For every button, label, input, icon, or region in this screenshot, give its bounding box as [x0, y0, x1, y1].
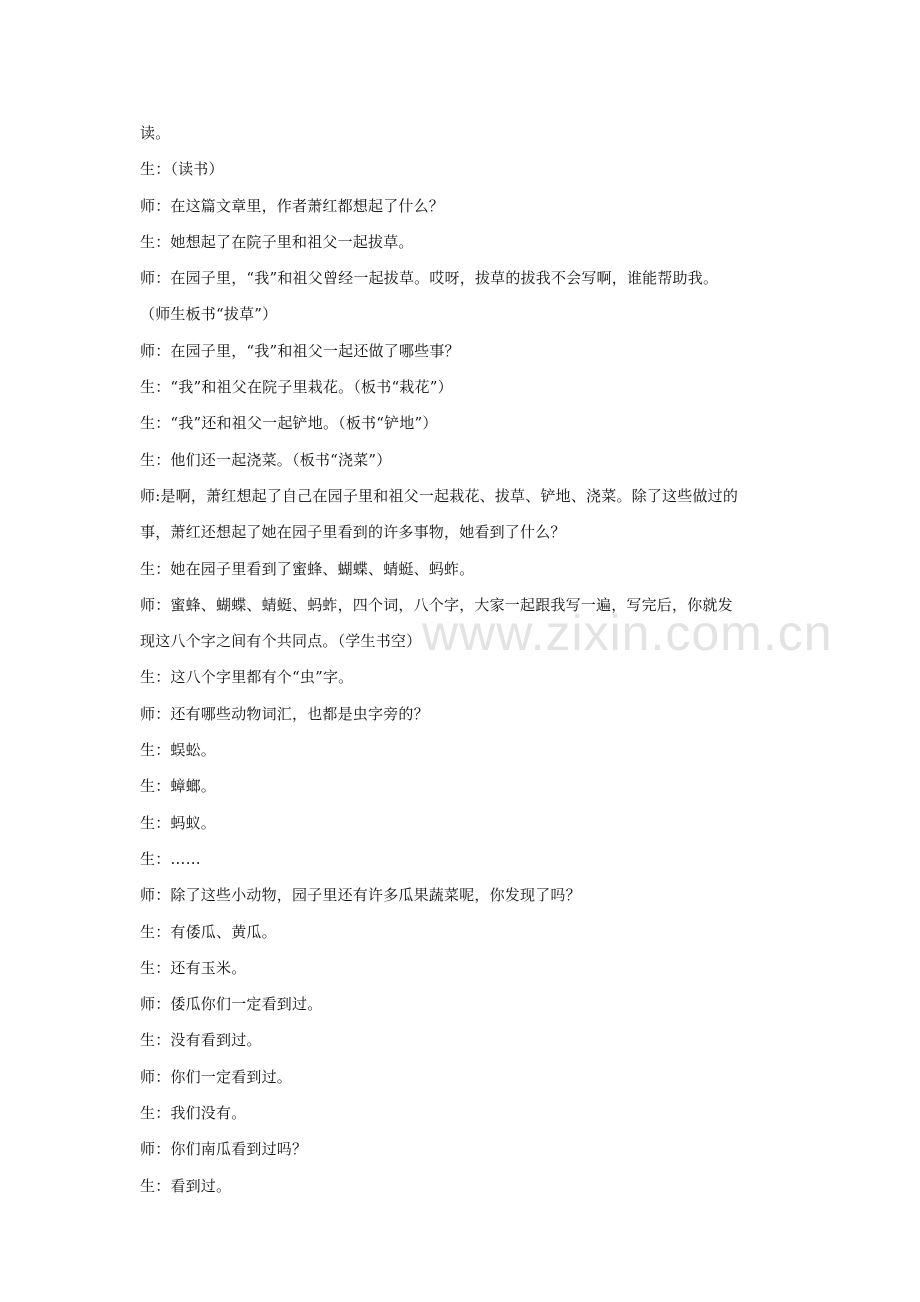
- text-line: 读。: [140, 124, 171, 142]
- text-line: 生：蚂蚁。: [140, 813, 217, 832]
- text-line: 生：还有玉米。: [140, 958, 247, 977]
- text-line: 师：你们一定看到过。: [140, 1067, 293, 1086]
- text-line: 师：你们南瓜看到过吗？: [140, 1140, 308, 1159]
- text-line: 师：除了这些小动物，园子里还有许多瓜果蔬菜呢，你发现了吗？: [140, 886, 581, 905]
- text-line: （师生板书“拔草”）: [140, 305, 278, 324]
- text-line: 现这八个字之间有个共同点。（学生书空）: [140, 632, 422, 651]
- text-line: 事，萧红还想起了她在园子里看到的许多事物，她看到了什么？: [140, 523, 566, 542]
- watermark: www.zixin.com.cn: [422, 605, 833, 661]
- text-line: 生：“我”还和祖父一起铲地。（板书“铲地”）: [140, 414, 438, 433]
- text-line: 师:是啊，萧红想起了自己在园子里和祖父一起栽花、拔草、铲地、浇菜。除了这些做过的: [140, 486, 739, 505]
- text-line: 生：她想起了在院子里和祖父一起拔草。: [140, 232, 414, 251]
- text-line: 生：这八个字里都有个“虫”字。: [140, 668, 354, 687]
- text-line: 生：有倭瓜、黄瓜。: [140, 922, 277, 941]
- text-line: 生：蜈蚣。: [140, 741, 217, 760]
- text-line: 生：没有看到过。: [140, 1031, 262, 1050]
- text-line: 师：在这篇文章里，作者萧红都想起了什么？: [140, 196, 445, 215]
- text-line: 生：蟑螂。: [140, 777, 217, 796]
- text-line: 生：看到过。: [140, 1176, 232, 1195]
- document-body: [140, 115, 780, 1204]
- text-line: 生：她在园子里看到了蜜蜂、蝴蝶、蜻蜓、蚂蚱。: [140, 559, 475, 578]
- text-line: 师：在园子里，“我”和祖父曾经一起拔草。哎呀，拔草的拔我不会写啊，谁能帮助我。: [140, 269, 719, 288]
- text-line: 师：在园子里，“我”和祖父一起还做了哪些事？: [140, 341, 460, 360]
- text-line: 师：倭瓜你们一定看到过。: [140, 995, 323, 1014]
- text-line: 师：蜜蜂、蝴蝶、蜻蜓、蚂蚱，四个词，八个字，大家一起跟我写一遍，写完后，你就发: [140, 595, 733, 614]
- text-line: 生：（读书）: [140, 160, 224, 179]
- text-line: 生：“我”和祖父在院子里栽花。（板书“栽花”）: [140, 378, 453, 397]
- text-line: 生：他们还一起浇菜。（板书“浇菜”）: [140, 450, 392, 469]
- text-line: 师：还有哪些动物词汇，也都是虫字旁的？: [140, 704, 429, 723]
- text-line: 生：……: [140, 849, 201, 868]
- text-line: 生：我们没有。: [140, 1104, 247, 1123]
